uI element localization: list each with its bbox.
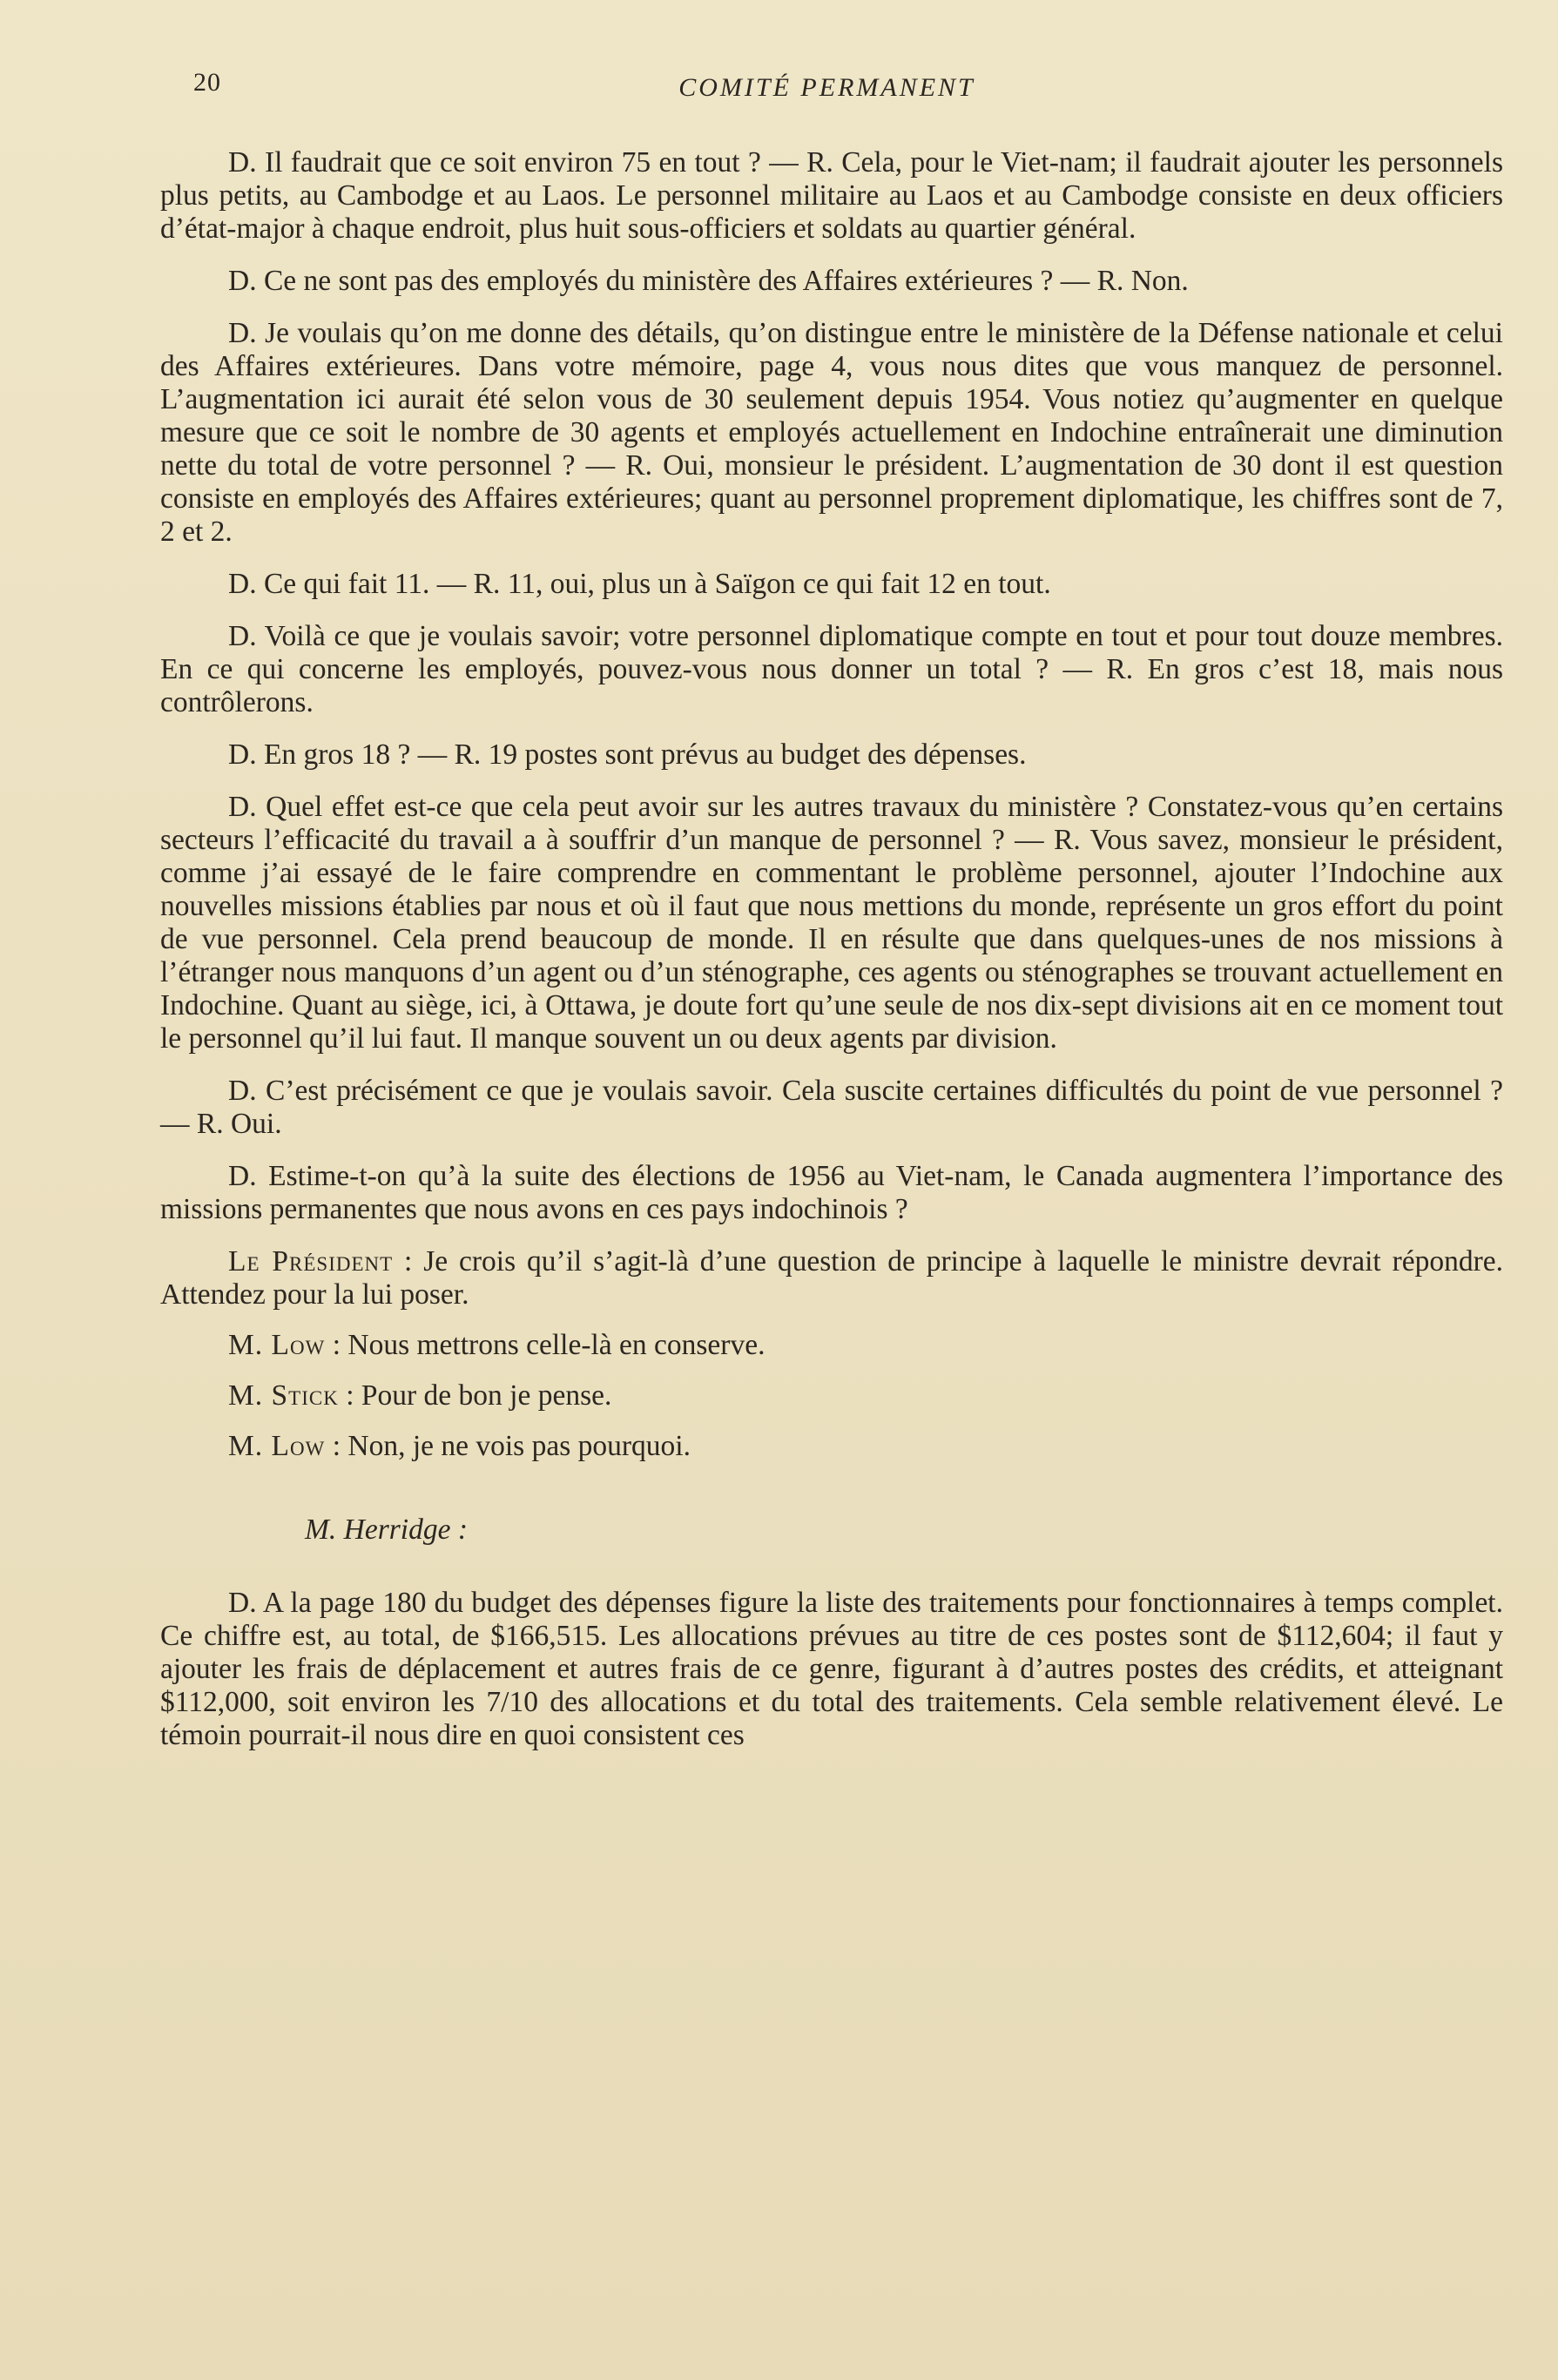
speaker-separator: : — [393, 1245, 424, 1278]
paragraph: D. Estime-t-on qu’à la suite des élections de 1956 au Viet-nam, le Canada augmentera l’importance des missions permanentes que nous avons en ces pays indochinois ? — [160, 1160, 1503, 1225]
paragraph: D. Ce ne sont pas des employés du ministère des Affaires extérieures ? — R. Non. — [228, 265, 1189, 297]
paragraph: D. Quel effet est-ce que cela peut avoir sur les autres travaux du ministère ? Constatez-vous qu’en certains secteurs l’efficacité du travail a à souffrir d’un manque de personnel ? — R. Vous savez, monsieur le président, comme j’ai essayé de le faire comprendre en commentant le problème personnel, ajouter l’Indochine aux nouvelles missions établies par nous et où il faut que nous mettions du monde, représente un gros effort du point de vue personnel. Cela prend beaucoup de monde. Il en résulte que dans quelques-unes de nos missions à l’étranger nous manquons d’un agent ou d’un sténographe, ces agents ou sténographes se trouvant actuellement en Indochine. Quant au siège, ici, à Ottawa, je doute fort qu’une seule de nos dix-sept divisions ait en ce moment tout le personnel qu’il lui faut. Il manque souvent un ou deux agents par division. — [160, 791, 1503, 1055]
paragraph: D. Je voulais qu’on me donne des détails, qu’on distingue entre le ministère de la Défense nationale et celui des Affaires extérieures. Dans votre mémoire, page 4, vous nous dites que vous manquez de personnel. L’augmentation ici aurait été selon vous de 30 seulement depuis 1954. Vous notiez qu’augmenter en quelque mesure que ce soit le nombre de 30 agents et employés actuellement en Indochine entraînerait une diminution nette du total de votre personnel ? — R. Oui, monsieur le président. L’augmentation de 30 dont il est question consiste en employés des Affaires extérieures; quant au personnel proprement diplomatique, les chiffres sont de 7, 2 et 2. — [160, 317, 1503, 548]
paragraph: D. Ce qui fait 11. — R. 11, oui, plus un à Saïgon ce qui fait 12 en tout. — [228, 568, 1051, 600]
speaker-text: Pour de bon je pense. — [361, 1379, 612, 1412]
questioner-heading: M. Herridge : — [305, 1514, 468, 1546]
speaker-text: Je crois qu’il s’agit-là d’une question de principe à laquelle le ministre devrait répondre. Attendez pour la lui poser. — [160, 1245, 1503, 1311]
speaker-line — [160, 1245, 1503, 1311]
paragraph: D. A la page 180 du budget des dépenses figure la liste des traitements pour fonctionnaires à temps complet. Ce chiffre est, au total, de $166,515. Les allocations prévues au titre de ces postes sont de $112,604; il faut y ajouter les frais de déplacement et autres frais de ce genre, figurant à d’autres postes des crédits, et atteignant $112,000, soit environ les 7/10 des allocations et du total des traitements. Cela semble relativement élevé. Le témoin pourrait-il nous dire en quoi consistent ces — [160, 1587, 1503, 1751]
speaker-separator: : — [338, 1379, 361, 1412]
speaker-name: M. Low — [228, 1430, 326, 1462]
paragraph: D. Voilà ce que je voulais savoir; votre personnel diplomatique compte en tout et pour tout douze membres. En ce qui concerne les employés, pouvez-vous nous donner un total ? — R. En gros c’est 18, mais nous contrôlerons. — [160, 620, 1503, 718]
paragraph: D. C’est précisément ce que je voulais savoir. Cela suscite certaines difficultés du point de vue personnel ? — R. Oui. — [160, 1075, 1503, 1140]
paragraph: D. Il faudrait que ce soit environ 75 en tout ? — R. Cela, pour le Viet-nam; il faudrait ajouter les personnels plus petits, au Cambodge et au Laos. Le personnel militaire au Laos et au Cambodge consiste en deux officiers d’état-major à chaque endroit, plus huit sous-officiers et soldats au quartier général. — [160, 146, 1503, 245]
speaker-separator: : — [325, 1430, 348, 1462]
running-head: COMITÉ PERMANENT — [678, 73, 975, 102]
speaker-text: Nous mettrons celle-là en conserve. — [347, 1329, 766, 1361]
body-text — [160, 146, 1503, 1771]
speaker-name: Le Président — [228, 1245, 394, 1278]
speaker-line — [160, 1379, 1503, 1412]
page-number: 20 — [193, 68, 221, 97]
speaker-name: M. Stick — [228, 1379, 339, 1412]
speaker-text: Non, je ne vois pas pourquoi. — [347, 1430, 691, 1462]
speaker-line — [160, 1430, 1503, 1463]
speaker-separator: : — [325, 1329, 348, 1361]
paragraph: D. En gros 18 ? — R. 19 postes sont prévus au budget des dépenses. — [228, 738, 1027, 771]
speaker-line — [160, 1329, 1503, 1362]
speaker-name: M. Low — [228, 1329, 326, 1361]
